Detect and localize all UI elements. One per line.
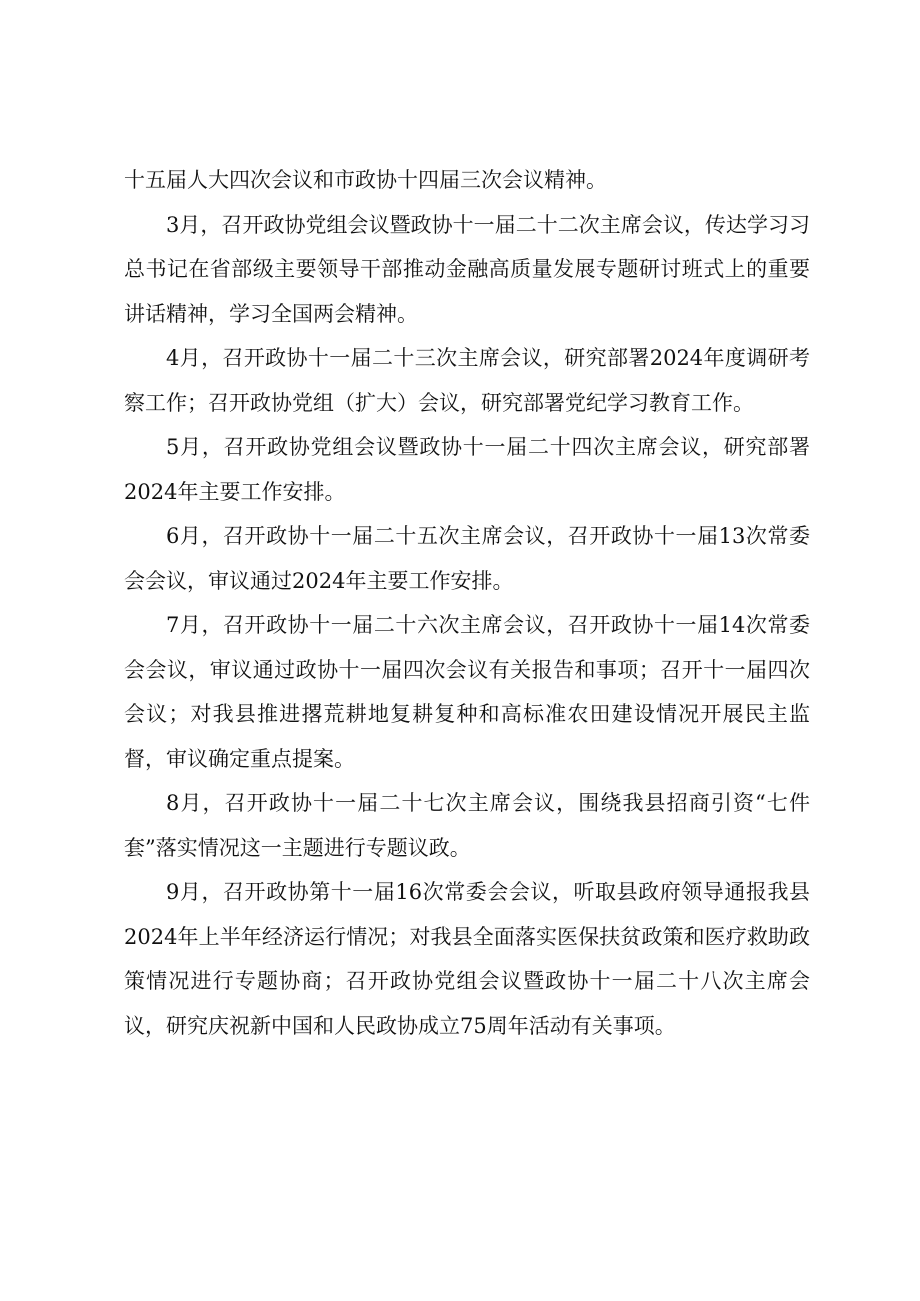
paragraph-july: 7月，召开政协十一届二十六次主席会议，召开政协十一届14次常委会会议，审议通过政协十一届四次会议有关报告和事项；召开十一届四次会议；对我县推进撂荒耕地复耕复种和高标准农田建设情况开展民主监督，审议确定重点提案。 [124, 613, 810, 771]
paragraph-august: 8月，召开政协十一届二十七次主席会议，围绕我县招商引资“七件套”落实情况这一主题进行专题议政。 [124, 791, 810, 860]
paragraph-september: 9月，召开政协第十一届16次常委会会议，听取县政府领导通报我县2024年上半年经济运行情况；对我县全面落实医保扶贫政策和医疗救助政策情况进行专题协商；召开政协党组会议暨政协十一届二十八次主席会议，研究庆祝新中国和人民政协成立75周年活动有关事项。 [124, 880, 810, 1038]
paragraph-continuation: 十五届人大四次会议和市政协十四届三次会议精神。 [124, 168, 607, 192]
document-body [124, 158, 810, 1048]
paragraph-march: 3月，召开政协党组会议暨政协十一届二十二次主席会议，传达学习习总书记在省部级主要领导干部推动金融高质量发展专题研讨班式上的重要讲话精神，学习全国两会精神。 [124, 212, 810, 326]
paragraph-june: 6月，召开政协十一届二十五次主席会议，召开政协十一届13次常委会会议，审议通过2024年主要工作安排。 [124, 524, 810, 593]
paragraph-may: 5月，召开政协党组会议暨政协十一届二十四次主席会议，研究部署2024年主要工作安排。 [124, 435, 810, 504]
paragraph-april: 4月，召开政协十一届二十三次主席会议，研究部署2024年度调研考察工作；召开政协党组（扩大）会议，研究部署党纪学习教育工作。 [124, 346, 810, 415]
